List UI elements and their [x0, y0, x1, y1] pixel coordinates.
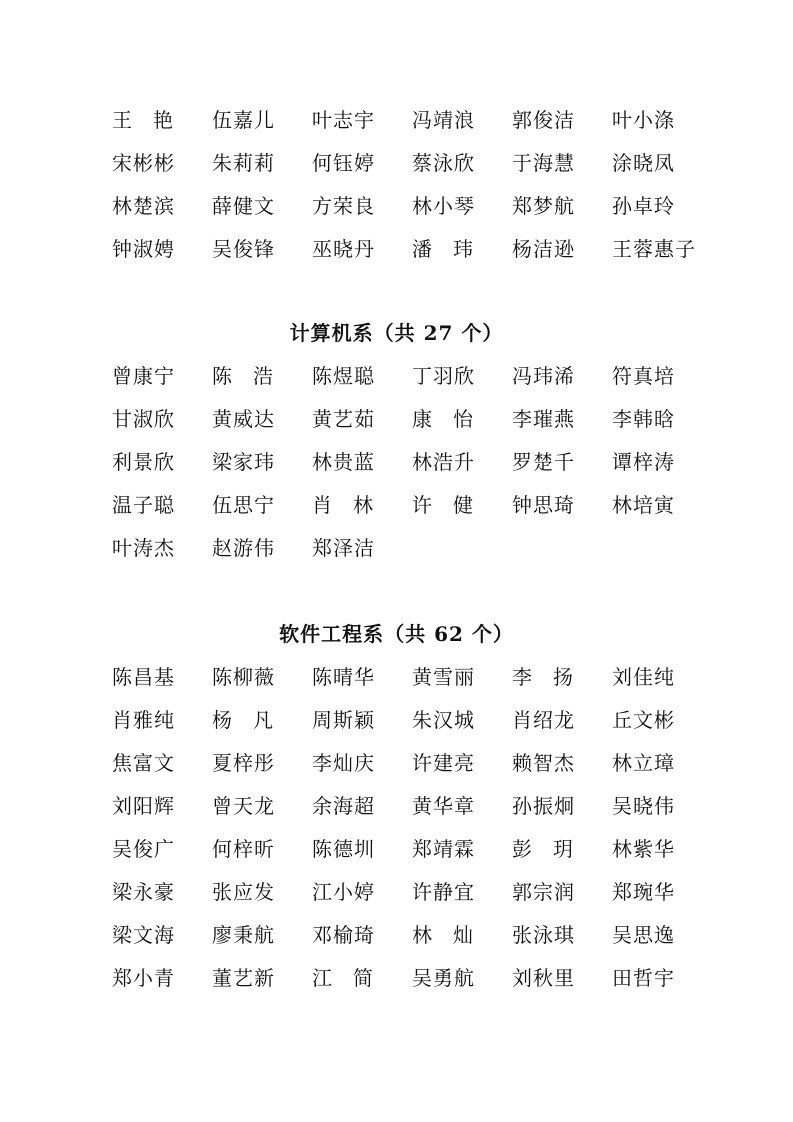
name-cell: 夏梓彤: [212, 751, 275, 775]
name-cell: 方荣良: [312, 194, 375, 218]
name-cell: 焦富文: [112, 751, 175, 775]
name-cell: 郭俊洁: [512, 108, 575, 132]
name-cell: 周斯颖: [312, 708, 375, 732]
name-cell: 罗楚千: [512, 450, 575, 474]
name-cell: 冯靖浪: [412, 108, 475, 132]
name-cell: 郭宗润: [512, 880, 575, 904]
name-cell: 钟淑娉: [112, 237, 175, 261]
name-cell: 赖智杰: [512, 751, 575, 775]
name-cell: 江 简: [312, 966, 374, 990]
name-cell: 郑琬华: [612, 880, 675, 904]
name-cell: 利景欣: [112, 450, 175, 474]
name-cell: 肖雅纯: [112, 708, 175, 732]
name-cell: 郑靖霖: [412, 837, 475, 861]
name-grid-software-engineering: [112, 665, 712, 1009]
name-cell: 蔡泳欣: [412, 151, 475, 175]
name-cell: 薛健文: [212, 194, 275, 218]
name-cell: 江小婷: [312, 880, 375, 904]
name-cell: 宋彬彬: [112, 151, 175, 175]
name-cell: 王蓉惠子: [612, 237, 696, 261]
name-cell: 刘秋里: [512, 966, 575, 990]
name-cell: 杨 凡: [212, 708, 274, 732]
name-cell: 李灿庆: [312, 751, 375, 775]
name-cell: 林 灿: [412, 923, 474, 947]
name-cell: 田哲宇: [612, 966, 675, 990]
name-cell: 曾天龙: [212, 794, 275, 818]
name-cell: 林楚滨: [112, 194, 175, 218]
name-cell: 黄华章: [412, 794, 475, 818]
name-cell: 林小琴: [412, 194, 475, 218]
name-cell: 曾康宁: [112, 364, 175, 388]
name-cell: 谭梓涛: [612, 450, 675, 474]
name-cell: 李韩晗: [612, 407, 675, 431]
name-cell: 陈昌基: [112, 665, 175, 689]
section-title-software-engineering: 软件工程系（共 62 个）: [279, 622, 514, 646]
name-cell: 丁羽欣: [412, 364, 475, 388]
name-cell: 陈德圳: [312, 837, 375, 861]
name-cell: 梁家玮: [212, 450, 275, 474]
name-cell: 甘淑欣: [112, 407, 175, 431]
name-cell: 林培寅: [612, 493, 675, 517]
name-cell: 梁文海: [112, 923, 175, 947]
name-cell: 黄艺茹: [312, 407, 375, 431]
name-cell: 何钰婷: [312, 151, 375, 175]
name-cell: 林紫华: [612, 837, 675, 861]
name-cell: 许建亮: [412, 751, 475, 775]
name-cell: 林贵蓝: [312, 450, 375, 474]
name-cell: 郑泽洁: [312, 536, 375, 560]
name-cell: 郑梦航: [512, 194, 575, 218]
name-cell: 孙振炯: [512, 794, 575, 818]
name-cell: 张应发: [212, 880, 275, 904]
name-cell: 李璀燕: [512, 407, 575, 431]
name-cell: 钟思琦: [512, 493, 575, 517]
name-cell: 符真培: [612, 364, 675, 388]
name-cell: 刘佳纯: [612, 665, 675, 689]
name-cell: 吴思逸: [612, 923, 675, 947]
name-cell: 潘 玮: [412, 237, 474, 261]
name-cell: 陈柳薇: [212, 665, 275, 689]
name-cell: 肖 林: [312, 493, 374, 517]
name-cell: 巫晓丹: [312, 237, 375, 261]
name-cell: 涂晓凤: [612, 151, 675, 175]
name-cell: 林浩升: [412, 450, 475, 474]
name-cell: 廖秉航: [212, 923, 275, 947]
name-grid-previous-department: [112, 108, 712, 280]
name-grid-computer-science: [112, 364, 712, 579]
name-cell: 温子聪: [112, 493, 175, 517]
name-cell: 孙卓玲: [612, 194, 675, 218]
name-cell: 丘文彬: [612, 708, 675, 732]
name-cell: 肖绍龙: [512, 708, 575, 732]
name-cell: 杨洁逊: [512, 237, 575, 261]
name-cell: 余海超: [312, 794, 375, 818]
name-cell: 董艺新: [212, 966, 275, 990]
name-cell: 吴晓伟: [612, 794, 675, 818]
name-cell: 王 艳: [112, 108, 174, 132]
name-cell: 黄雪丽: [412, 665, 475, 689]
name-cell: 伍嘉儿: [212, 108, 275, 132]
name-cell: 赵游伟: [212, 536, 275, 560]
name-cell: 何梓昕: [212, 837, 275, 861]
name-cell: 于海慧: [512, 151, 575, 175]
name-cell: 叶志宇: [312, 108, 375, 132]
name-cell: 冯玮浠: [512, 364, 575, 388]
name-cell: 许静宜: [412, 880, 475, 904]
name-cell: 陈煜聪: [312, 364, 375, 388]
name-cell: 许 健: [412, 493, 474, 517]
name-cell: 朱汉城: [412, 708, 475, 732]
name-cell: 刘阳辉: [112, 794, 175, 818]
name-cell: 张泳琪: [512, 923, 575, 947]
name-cell: 李 扬: [512, 665, 574, 689]
name-cell: 郑小青: [112, 966, 175, 990]
name-cell: 康 怡: [412, 407, 474, 431]
name-cell: 林立璋: [612, 751, 675, 775]
name-cell: 彭 玥: [512, 837, 574, 861]
name-cell: 陈 浩: [212, 364, 274, 388]
name-cell: 黄威达: [212, 407, 275, 431]
name-cell: 邓榆琦: [312, 923, 375, 947]
name-cell: 吴俊锋: [212, 237, 275, 261]
name-cell: 吴俊广: [112, 837, 175, 861]
name-cell: 叶小涤: [612, 108, 675, 132]
name-cell: 梁永豪: [112, 880, 175, 904]
name-cell: 陈晴华: [312, 665, 375, 689]
name-cell: 朱莉莉: [212, 151, 275, 175]
name-cell: 伍思宁: [212, 493, 275, 517]
name-cell: 叶涛杰: [112, 536, 175, 560]
name-cell: 吴勇航: [412, 966, 475, 990]
section-title-computer-science: 计算机系（共 27 个）: [289, 321, 504, 345]
